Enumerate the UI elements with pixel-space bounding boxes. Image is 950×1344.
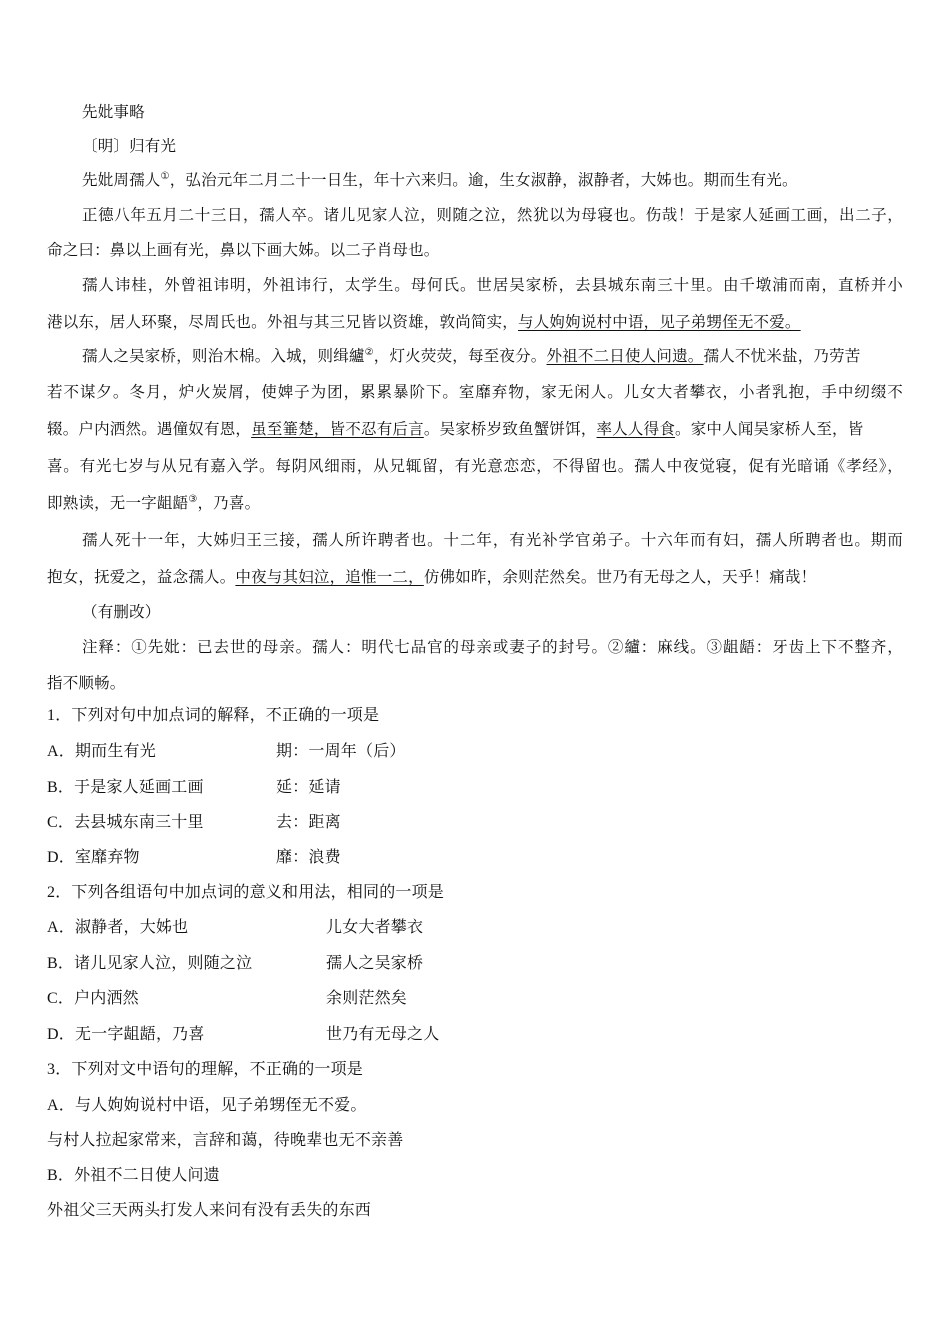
question-2-option-c: C．户内洒然: [47, 990, 139, 1007]
footnote-marker-1: ①: [160, 170, 170, 182]
paragraph-4-line-3: 辍。户内洒然。遇僮奴有恩，虽至箠楚，皆不忍有后言。吴家桥岁致鱼蟹饼饵，率人人得食。家中人闻吴家桥人至，皆: [47, 420, 864, 438]
question-1-option-d: D．室靡弃物: [47, 849, 140, 866]
underlined-sentence-2: 外祖不二日使人问遗。: [546, 347, 704, 365]
question-1-option-c: C．去县城东南三十里: [47, 814, 204, 831]
footnote-marker-3: ③: [188, 493, 198, 505]
paragraph-4-line-2: 若不谋夕。冬月，炉火炭屑，使婢子为团，累累暴阶下。室靡弃物，家无闲人。儿女大者攀衣，小者乳抱，手中纫缀不: [47, 383, 903, 401]
question-1-option-a-explanation: 期：一周年（后）: [276, 743, 406, 760]
question-3-option-b: B．外祖不二日使人问遗: [47, 1167, 220, 1184]
question-1-option-d-explanation: 靡：浪费: [276, 849, 341, 866]
question-3-stem: 3．下列对文中语句的理解，不正确的一项是: [47, 1061, 364, 1078]
question-2-option-c-pair: 余则茫然矣: [326, 990, 408, 1007]
question-1-option-c-explanation: 去：距离: [276, 814, 341, 831]
question-2-option-d: D．无一字龃龉，乃喜: [47, 1026, 205, 1043]
paragraph-3-line-2: 港以东，居人环聚，尽周氏也。外祖与其三兄皆以资雄，敦尚简实，与人姁姁说村中语，见子弟甥侄无不爱。: [47, 313, 801, 331]
question-1-option-a: A．期而生有光: [47, 743, 156, 760]
paragraph-4-line-4: 喜。有光七岁与从兄有嘉入学。每阴风细雨，从兄辄留，有光意恋恋，不得留也。孺人中夜觉寝，促有光暗诵《孝经》，: [47, 457, 903, 475]
paragraph-1: 先妣周孺人①，弘治元年二月二十一日生，年十六来归。逾，生女淑静，淑静者，大姊也。期而生有光。: [82, 170, 798, 189]
essay-title: 先妣事略: [82, 103, 145, 121]
paragraph-3-line-1: 孺人讳桂，外曾祖讳明，外祖讳行，太学生。母何氏。世居吴家桥，去县城东南三十里。由千墩浦而南，直桥并小: [82, 276, 903, 294]
edited-note: （有删改）: [82, 603, 161, 621]
question-1-option-b-explanation: 延：延请: [276, 779, 341, 796]
underlined-phrase-4: 率人人得食: [596, 420, 676, 438]
footnote-marker-2: ②: [364, 346, 374, 358]
paragraph-2-line-2: 命之曰：鼻以上画有光，鼻以下画大姊。以二子肖母也。: [47, 241, 440, 259]
paragraph-5-line-2: 抱女，抚爱之，益念孺人。中夜与其妇泣，追惟一二，仿佛如昨，余则茫然矣。世乃有无母之人，天乎！痛哉！: [47, 568, 817, 586]
question-2-option-d-pair: 世乃有无母之人: [326, 1026, 440, 1043]
question-1-stem: 1．下列对句中加点词的解释，不正确的一项是: [47, 707, 380, 724]
paragraph-5-line-1: 孺人死十一年，大姊归王三接，孺人所许聘者也。十二年，有光补学官弟子。十六年而有妇，孺人所聘者也。期而: [82, 531, 903, 549]
question-2-stem: 2．下列各组语句中加点词的意义和用法，相同的一项是: [47, 884, 445, 901]
question-2-option-b-pair: 孺人之吴家桥: [326, 955, 424, 972]
question-3-option-a-explanation: 与村人拉起家常来，言辞和蔼，待晚辈也无不亲善: [47, 1132, 404, 1149]
underlined-sentence-1: 与人姁姁说村中语，见子弟甥侄无不爱。: [518, 313, 801, 331]
annotation-line-1: 注释：①先妣：已去世的母亲。孺人：明代七品官的母亲或妻子的封号。②纑：麻线。③龃龉：牙齿上下不整齐，: [82, 638, 903, 656]
question-3-option-b-explanation: 外祖父三天两头打发人来问有没有丢失的东西: [47, 1202, 372, 1219]
question-2-option-b: B．诸儿见家人泣，则随之泣: [47, 955, 253, 972]
underlined-sentence-5: 中夜与其妇泣，追惟一二，: [235, 568, 424, 586]
question-2-option-a-pair: 儿女大者攀衣: [326, 919, 424, 936]
paragraph-4-line-1: 孺人之吴家桥，则治木棉。入城，则缉纑②，灯火荧荧，每至夜分。外祖不二日使人问遗。孺人不忧米盐，乃劳苦: [82, 346, 861, 365]
essay-author: 〔明〕归有光: [82, 137, 177, 155]
paragraph-2-line-1: 正德八年五月二十三日，孺人卒。诸儿见家人泣，则随之泣，然犹以为母寝也。伤哉！于是家人延画工画，出二子，: [82, 206, 903, 224]
question-3-option-a: A．与人姁姁说村中语，见子弟甥侄无不爱。: [47, 1097, 367, 1114]
underlined-phrase-3: 虽至箠楚，皆不忍有后言: [251, 420, 424, 438]
paragraph-4-line-5: 即熟读，无一字龃龉③，乃喜。: [47, 493, 261, 512]
annotation-line-2: 指不顺畅。: [47, 674, 126, 692]
question-2-option-a: A．淑静者，大姊也: [47, 919, 189, 936]
question-1-option-b: B．于是家人延画工画: [47, 779, 204, 796]
